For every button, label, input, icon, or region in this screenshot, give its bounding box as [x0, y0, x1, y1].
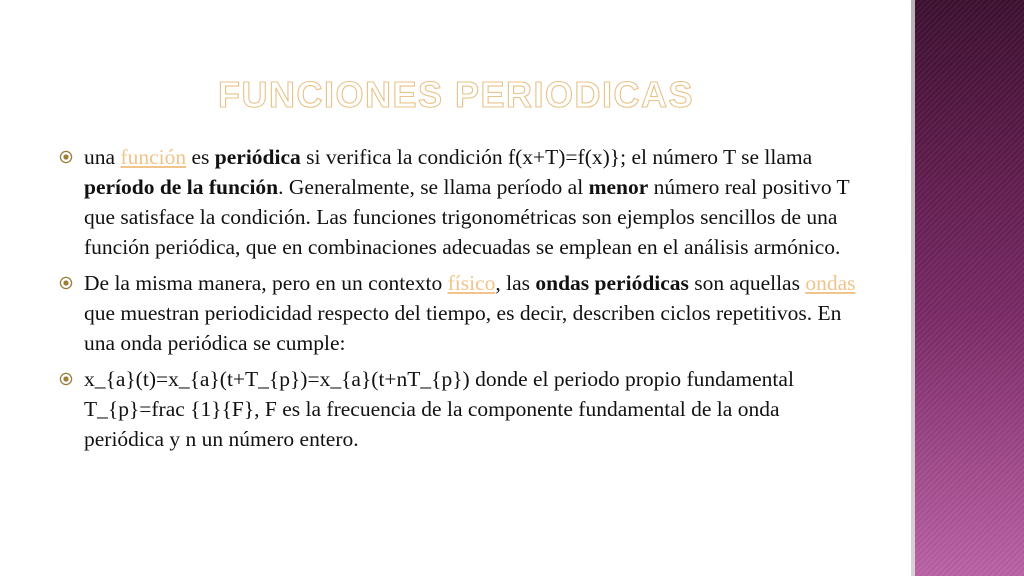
bullet-text: que muestran periodicidad respecto del tiempo, es decir, describen ciclos repetitivos. En una onda periódica se cumple:	[84, 301, 842, 355]
bullet-item-1	[60, 142, 860, 262]
decorative-sidebar	[915, 0, 1024, 576]
target-bullet-icon	[59, 372, 73, 386]
bold-term: periódica	[214, 145, 301, 169]
bullet-text: x_{a}(t)=x_{a}(t+T_{p})=x_{a}(t+nT_{p}) donde el periodo propio fundamental T_{p}=frac {1}{F}, F es la frecuencia de la componente fundamental de la onda periódica y n un número entero.	[84, 367, 794, 451]
bold-term: ondas periódicas	[535, 271, 689, 295]
bullet-text: una	[84, 145, 121, 169]
bullet-text: De la misma manera, pero en un contexto	[84, 271, 448, 295]
bullet-text: si verifica la condición f(x+T)=f(x)}; el número T se llama	[300, 145, 813, 169]
bullet-text: es	[186, 145, 215, 169]
bullet-text: son aquellas	[688, 271, 806, 295]
bold-term: período de la función	[84, 175, 279, 199]
target-bullet-icon	[59, 150, 73, 164]
target-bullet-icon	[59, 276, 73, 290]
bullet-text: número real positivo T que satisface la condición. Las funciones trigonométricas son ejemplos sencillos de una función periódica, que en combinaciones adecuadas se emplean en el análisis armónico.	[84, 175, 850, 259]
bullet-item-3	[60, 364, 860, 454]
bullet-item-2	[60, 268, 860, 358]
slide-title: FUNCIONES PERIODICAS	[217, 74, 695, 115]
link-funcion[interactable]: función	[120, 145, 187, 169]
slide-body	[60, 142, 860, 460]
link-fisico[interactable]: físico	[447, 271, 496, 295]
bullet-text: . Generalmente, se llama período al	[278, 175, 589, 199]
bold-term: menor	[588, 175, 649, 199]
bullet-text: , las	[495, 271, 536, 295]
link-ondas[interactable]: ondas	[805, 271, 856, 295]
